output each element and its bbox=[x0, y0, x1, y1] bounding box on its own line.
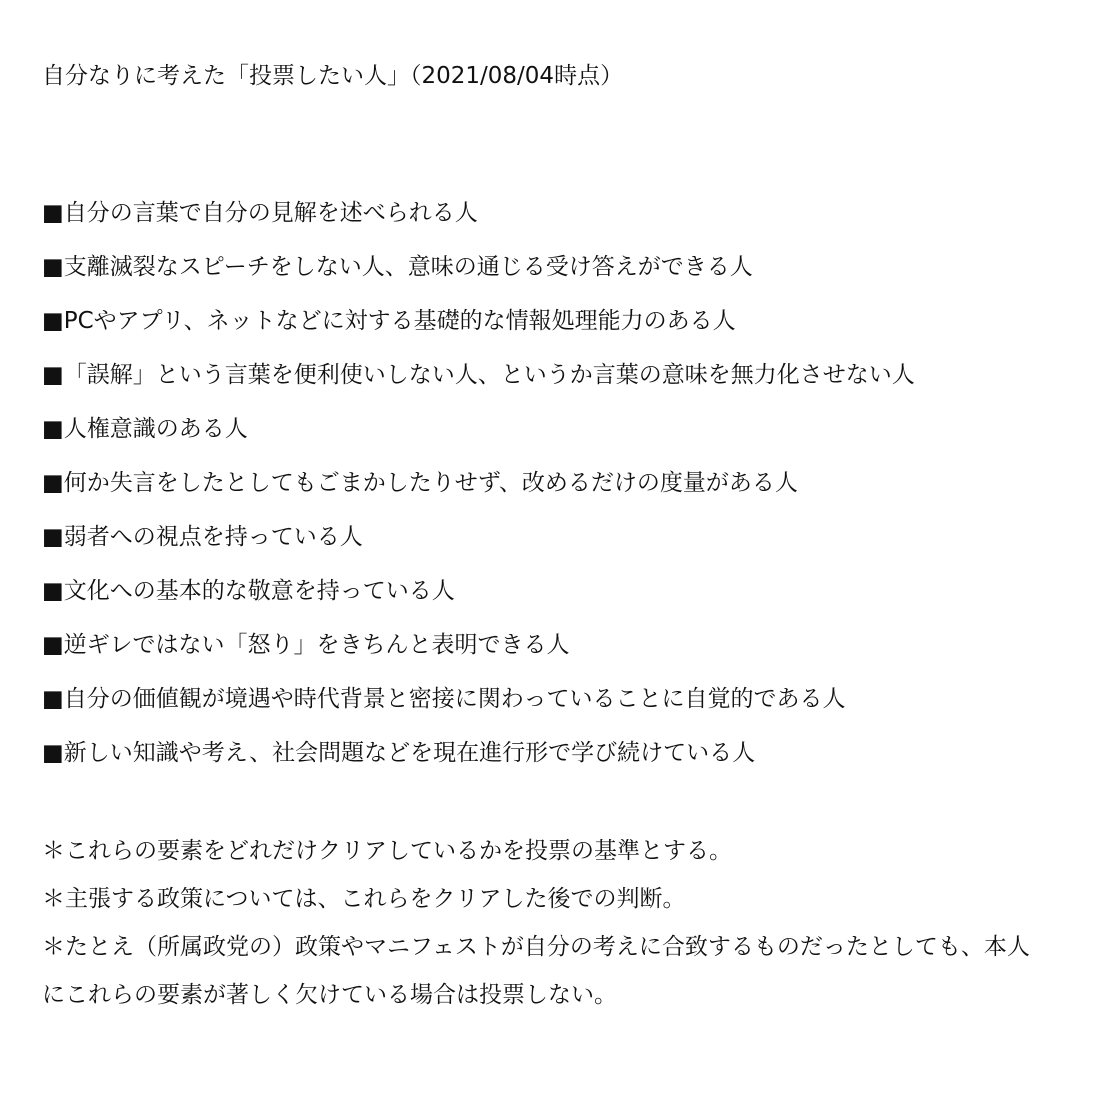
document-body bbox=[42, 56, 1052, 1019]
note-item: ＊これらの要素をどれだけクリアしているかを投票の基準とする。 bbox=[42, 838, 732, 864]
criteria-list bbox=[42, 186, 1052, 780]
criteria-item: ■「誤解」という言葉を便利使いしない人、というか言葉の意味を無力化させない人 bbox=[42, 362, 915, 388]
criteria-item: ■人権意識のある人 bbox=[42, 416, 248, 442]
criteria-item: ■自分の言葉で自分の見解を述べられる人 bbox=[42, 200, 478, 226]
document-title: 自分なりに考えた「投票したい人」（2021/08/04時点） bbox=[42, 63, 624, 89]
note-item: ＊主張する政策については、これらをクリアした後での判断。 bbox=[42, 886, 686, 912]
criteria-item: ■自分の価値観が境遇や時代背景と密接に関わっていることに自覚的である人 bbox=[42, 686, 846, 712]
criteria-item: ■何か失言をしたとしてもごまかしたりせず、改めるだけの度量がある人 bbox=[42, 470, 798, 496]
note-item: ＊たとえ（所属政党の）政策やマニフェストが自分の考えに合致するものだったとしても、本人にこれらの要素が著しく欠けている場合は投票しない。 bbox=[42, 934, 1030, 1008]
criteria-item: ■逆ギレではない「怒り」をきちんと表明できる人 bbox=[42, 632, 570, 658]
criteria-item: ■新しい知識や考え、社会問題などを現在進行形で学び続けている人 bbox=[42, 740, 756, 766]
criteria-item: ■弱者への視点を持っている人 bbox=[42, 524, 363, 550]
criteria-item: ■文化への基本的な敬意を持っている人 bbox=[42, 578, 455, 604]
notes-section bbox=[42, 827, 1052, 1019]
criteria-item: ■支離滅裂なスピーチをしない人、意味の通じる受け答えができる人 bbox=[42, 254, 753, 280]
criteria-item: ■PCやアプリ、ネットなどに対する基礎的な情報処理能力のある人 bbox=[42, 308, 736, 334]
